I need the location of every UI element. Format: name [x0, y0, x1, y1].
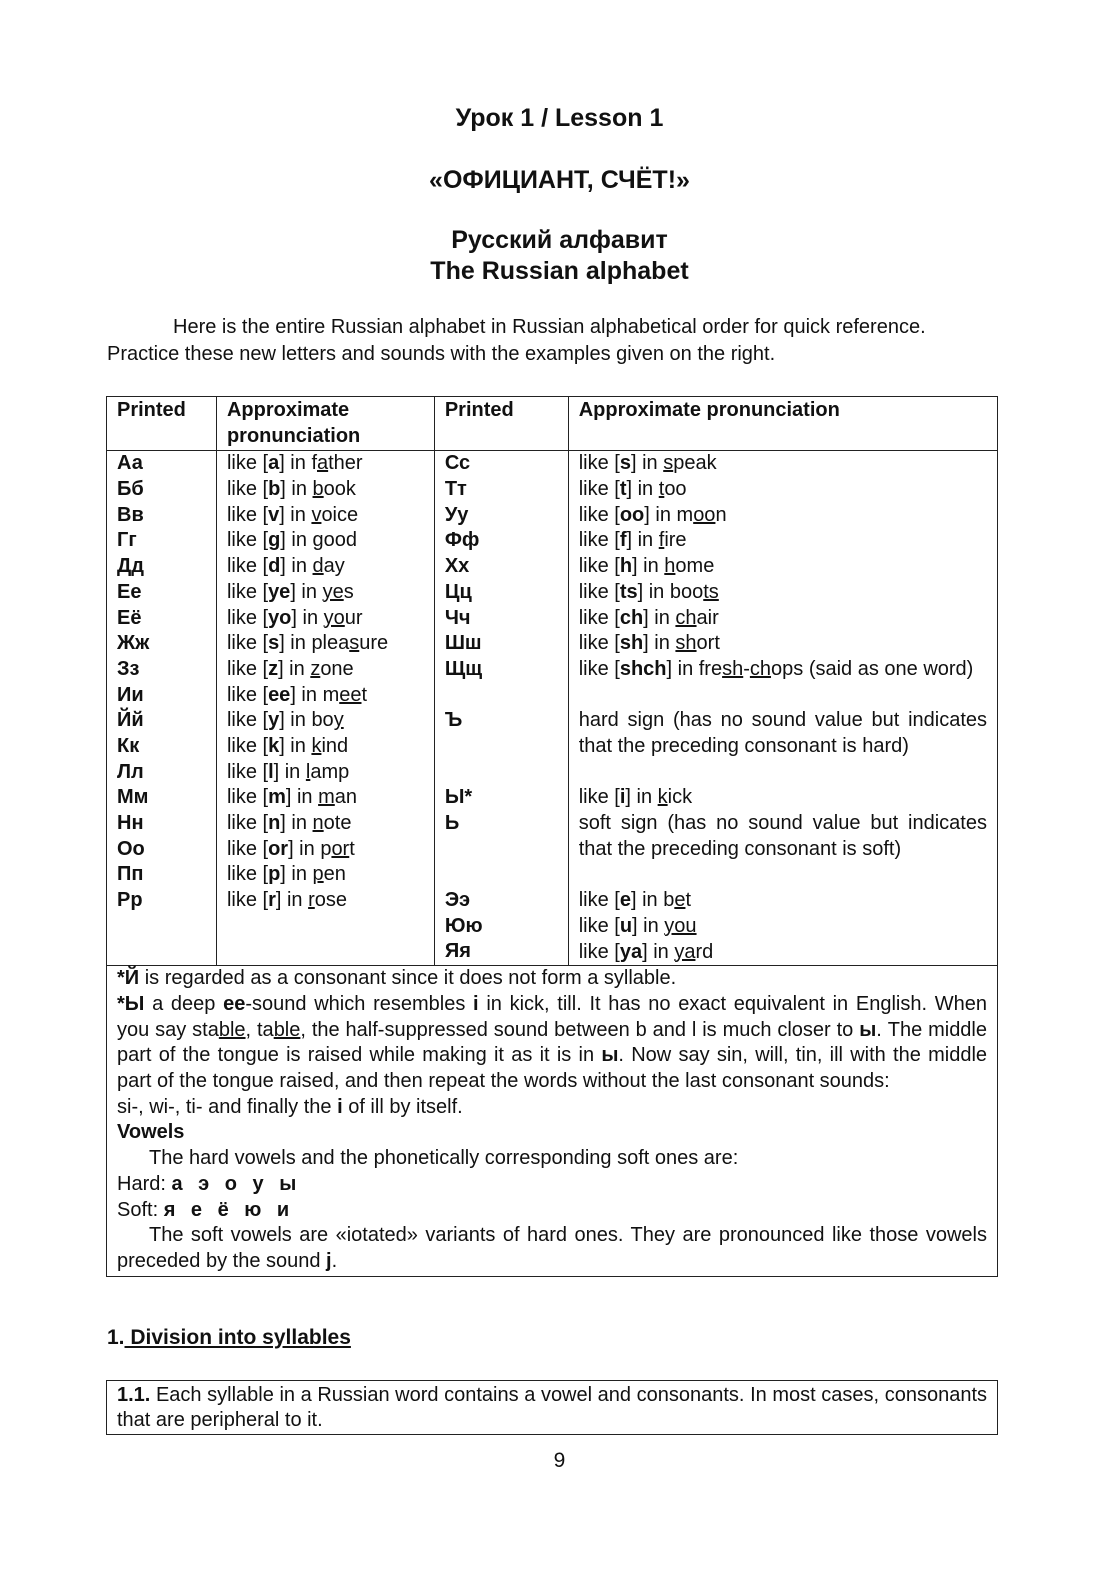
blank-line [227, 939, 424, 965]
pron-mid: ] in [273, 760, 306, 783]
pron-prefix: like [ [226, 760, 269, 783]
note-yery [117, 992, 987, 1095]
pron-prefix: like [ [578, 889, 620, 912]
soft-label: Soft: [117, 1198, 164, 1221]
hard-label: Hard: [117, 1172, 172, 1195]
pronunciation-left-7 [227, 631, 424, 657]
pron-sound: sh [619, 632, 644, 655]
pronunciation-left-3 [227, 528, 424, 554]
pron-sound: ee [268, 683, 291, 706]
example-underlined: ya [674, 940, 696, 963]
pron-mid: ] in fre [666, 657, 723, 680]
pron-mid: ] in [280, 529, 313, 552]
pronunciation-right-6 [579, 606, 987, 632]
letter-left-3: Гг [117, 529, 137, 552]
pron-prefix: like [ [226, 555, 269, 578]
pronunciation-left-15 [227, 837, 424, 863]
soft-vowels: я е ё ю и [163, 1198, 291, 1221]
pron-prefix: like [ [578, 940, 620, 963]
pronunciation-right-7 [579, 631, 987, 657]
letter-right-12: Ээ [444, 889, 471, 912]
example-end: t [685, 889, 692, 912]
pron-mid: ] in [280, 863, 313, 886]
pron-sound: m [268, 786, 286, 809]
pron-prefix: like [ [226, 452, 269, 475]
pron-mid: ] in [642, 940, 675, 963]
page-number: 9 [553, 1449, 566, 1472]
header-pronunciation-left: Approximate pronunciation [216, 397, 434, 451]
pronunciation-right-12 [579, 888, 987, 914]
letter-right-10: Ы* [444, 786, 473, 809]
note-text: . [331, 1249, 338, 1272]
intro-paragraph [107, 314, 1007, 368]
pron-mid: ] in [637, 580, 670, 603]
pron-mid: ] in [280, 812, 313, 835]
hard-sign-description: hard sign (has no sound value but indicates that the preceding consonant is hard) [578, 709, 987, 757]
pron-prefix: like [ [226, 503, 269, 526]
header-printed-left: Printed [107, 397, 217, 451]
example-end: one [320, 657, 354, 680]
pronunciation-left-1 [227, 477, 424, 503]
example-underlined: sh [722, 657, 744, 680]
pron-sound: g [268, 529, 281, 552]
letter-left-16: Пп [117, 863, 144, 886]
note-text: -sound which resembles [245, 992, 474, 1015]
pron-sound: ts [619, 580, 638, 603]
pron-prefix: like [ [226, 863, 269, 886]
example-end: ure [359, 632, 389, 655]
pron-mid: ] in [630, 889, 664, 912]
note-bold: ee [223, 992, 246, 1015]
example-end: en [323, 863, 346, 886]
pronunciation-right-yery [579, 785, 987, 811]
pron-sound: k [268, 734, 280, 757]
pron-sound: d [268, 555, 281, 578]
left-pronunciation-column [216, 451, 434, 966]
example-start: m [676, 503, 694, 526]
iotated-note [117, 1223, 987, 1274]
note-underline: ble [218, 1018, 246, 1041]
pronunciation-left-16 [227, 862, 424, 888]
example-underlined: k [311, 734, 322, 757]
pronunciation-right-5 [579, 580, 987, 606]
pronunciation-left-17 [227, 888, 424, 914]
note-text: si-, wi-, ti- and finally the [117, 1095, 338, 1118]
pronunciation-right-14 [579, 940, 987, 966]
pron-sound: i [619, 786, 626, 809]
example-underlined: h [664, 555, 676, 578]
pronunciation-left-13 [227, 785, 424, 811]
letter-right-13: Юю [444, 914, 483, 937]
example-end: ind [321, 734, 349, 757]
pron-mid: ] in [630, 452, 664, 475]
pron-mid: ] in [279, 734, 312, 757]
pron-prefix: like [ [226, 580, 269, 603]
pron-mid: ] in [632, 914, 665, 937]
example-end: ook [323, 478, 356, 501]
pron-prefix: like [ [226, 606, 269, 629]
note-text: , ta [245, 1018, 274, 1041]
example-dash: - [743, 657, 750, 680]
pron-sound: ch [619, 606, 644, 629]
letter-right-6: Чч [444, 606, 471, 629]
pron-mid: ] in [626, 529, 659, 552]
pronunciation-left-9 [227, 683, 424, 709]
header-printed-right: Printed [434, 397, 568, 451]
example-end: ur [344, 606, 363, 629]
lesson-title: «ОФИЦИАНТ, СЧЁТ!» [429, 166, 690, 194]
letter-right-5: Цц [444, 580, 472, 603]
pronunciation-left-10 [227, 708, 424, 734]
example-end: ose [314, 889, 348, 912]
pron-sound: yo [268, 606, 292, 629]
letter-right-0: Сс [444, 452, 471, 475]
example-underlined: f [658, 529, 665, 552]
example-start: b [663, 889, 675, 912]
pron-prefix: like [ [578, 503, 620, 526]
pronunciation-left-11 [227, 734, 424, 760]
pronunciation-right-3 [579, 528, 987, 554]
example-underlined: ch [675, 606, 697, 629]
pron-mid: ] in [644, 503, 677, 526]
letter-left-10: Йй [117, 709, 144, 732]
example-underlined: n [312, 812, 324, 835]
pronunciation-left-8 [227, 657, 424, 683]
note-short-i-text: is regarded as a consonant since it does not form a syllable. [139, 967, 677, 990]
letter-left-6: Её [117, 606, 142, 629]
hard-vowels-line [117, 1172, 987, 1198]
note-bold: ы [601, 1044, 619, 1067]
note-bold: i [473, 992, 479, 1015]
letter-right-4: Хх [444, 555, 470, 578]
pron-sound: y [268, 709, 280, 732]
example-end: t [349, 837, 355, 860]
example-end: ops (said as one word) [771, 657, 974, 680]
alphabet-table [106, 396, 998, 1277]
pron-mid: ] in [643, 632, 676, 655]
pronunciation-left-6 [227, 606, 424, 632]
blank-line [445, 760, 558, 786]
pron-prefix: like [ [226, 786, 269, 809]
example-underlined: r [308, 889, 315, 912]
example-underlined: g [312, 529, 324, 552]
pron-mid: ] in [279, 709, 312, 732]
example-underlined: yo [323, 606, 345, 629]
pronunciation-right-2 [579, 503, 987, 529]
example-underlined: s [349, 632, 360, 655]
pron-prefix: like [ [226, 478, 269, 501]
vowels-intro: The hard vowels and the phonetically corresponding soft ones are: [149, 1147, 739, 1170]
example-underlined: k [657, 786, 668, 809]
pron-mid: ] in [285, 786, 319, 809]
example-underlined: v [311, 503, 322, 526]
letter-left-2: Вв [117, 503, 144, 526]
letter-right-2: Уу [444, 503, 469, 526]
pron-mid: ] in [626, 478, 659, 501]
pron-prefix: like [ [578, 606, 620, 629]
example-end: ay [323, 555, 345, 578]
pron-prefix: like [ [578, 452, 620, 475]
note-text: . The middle part of the tongue is raised while making it as it is in [117, 1018, 988, 1067]
pronunciation-right-0 [579, 451, 987, 477]
pron-sound: p [268, 863, 281, 886]
pron-mid: ] in [291, 606, 324, 629]
example-end: ick [667, 786, 693, 809]
note-short-i [117, 966, 987, 992]
pron-mid: ] in [279, 452, 312, 475]
example-end: amp [310, 760, 350, 783]
note-bold: ы [859, 1018, 877, 1041]
soft-sign-description: soft sign (has no sound value but indicates that the preceding consonant is soft) [578, 812, 987, 860]
pron-prefix: like [ [226, 889, 269, 912]
table-body-row [107, 451, 998, 966]
pron-sound: s [619, 452, 631, 475]
pron-sound: r [268, 889, 276, 912]
notes-cell [107, 966, 998, 1276]
pron-sound: h [619, 555, 633, 578]
example-underlined: e [674, 889, 686, 912]
pron-prefix: like [ [578, 529, 620, 552]
pronunciation-left-0 [227, 451, 424, 477]
rule-number: 1.1. [117, 1384, 151, 1406]
letter-left-1: Бб [117, 478, 144, 501]
letter-left-4: Дд [117, 555, 144, 578]
pronunciation-right-shch [579, 657, 987, 708]
rule-body: Each syllable in a Russian word contains a vowel and consonants. In most cases, consonants that are peripheral to it. [117, 1384, 987, 1431]
pron-prefix: like [ [226, 812, 269, 835]
pron-prefix: like [ [578, 786, 620, 809]
example-underlined: ts [703, 580, 719, 603]
rule-box [106, 1380, 998, 1435]
pron-sound: t [619, 478, 627, 501]
letter-left-12: Лл [117, 760, 144, 783]
letter-left-17: Рр [117, 889, 143, 912]
pron-sound: u [619, 914, 633, 937]
pronunciation-left-14 [227, 811, 424, 837]
note-short-i-letter: *Й [117, 967, 140, 990]
example-end: oice [321, 503, 359, 526]
pron-sound: z [268, 657, 279, 680]
blank-line [227, 914, 424, 940]
example-end: ire [664, 529, 687, 552]
pronunciation-right-1 [579, 477, 987, 503]
note-text: in kick, till. It has no exact equivalent in English. When you say sta [117, 992, 987, 1041]
pron-prefix: like [ [226, 734, 269, 757]
pron-sound: v [268, 503, 280, 526]
header-pronunciation-right: Approximate pronunciation [568, 397, 997, 451]
pron-mid: ] in [288, 837, 321, 860]
letter-right-8: Щщ [444, 657, 483, 680]
pronunciation-left-5 [227, 580, 424, 606]
letter-right-7: Шш [444, 632, 482, 655]
blank-line [117, 939, 206, 965]
pron-sound: or [268, 837, 289, 860]
example-start: m [322, 683, 340, 706]
example-underlined: sh [675, 632, 697, 655]
example-start: p [320, 837, 332, 860]
pron-mid: ] in [278, 657, 311, 680]
letter-left-7: Жж [117, 632, 150, 655]
pron-sound: ya [619, 940, 643, 963]
example-end: t [361, 683, 368, 706]
pron-sound: oo [619, 503, 645, 526]
rule-text [117, 1383, 987, 1433]
pronunciation-right-13 [579, 914, 987, 940]
note-text: , the half-suppressed sound between b and l is much closer to [300, 1018, 860, 1041]
pron-sound: e [619, 889, 631, 912]
example-underlined: or [331, 837, 350, 860]
intro-line-1: Here is the entire Russian alphabet in Russian alphabetical order for quick reference. [173, 316, 926, 338]
pron-sound: s [268, 632, 280, 655]
pron-sound: f [619, 529, 627, 552]
pron-mid: ] in [279, 632, 312, 655]
left-letters-column [107, 451, 217, 966]
pron-prefix: like [ [226, 709, 269, 732]
pron-prefix: like [ [578, 914, 620, 937]
note-yery-letter: *Ы [117, 992, 145, 1015]
pron-prefix: like [ [578, 555, 620, 578]
blank-line [117, 914, 206, 940]
pron-prefix: like [ [578, 632, 620, 655]
pron-sound: n [268, 812, 281, 835]
pron-mid: ] in [632, 555, 665, 578]
letter-left-5: Ее [117, 580, 142, 603]
pron-prefix: like [ [578, 478, 620, 501]
pron-mid: ] in [643, 606, 676, 629]
letter-right-3: Фф [444, 529, 480, 552]
example-end: air [696, 606, 719, 629]
letter-right-11: Ь [444, 812, 460, 835]
pronunciation-right-4 [579, 554, 987, 580]
letter-left-8: Зз [117, 657, 140, 680]
blank-line [445, 837, 558, 863]
letter-left-14: Нн [117, 812, 144, 835]
example-underlined: a [317, 452, 329, 475]
example-start: f [311, 452, 317, 475]
pron-mid: ] in [275, 889, 309, 912]
note-underline: ble [273, 1018, 301, 1041]
example-underlined: y [333, 709, 344, 732]
pron-mid: ] in [280, 478, 313, 501]
letter-right-1: Тт [444, 478, 467, 501]
section-heading [107, 1326, 351, 1350]
example-start: plea [311, 632, 350, 655]
note-syllables [117, 1095, 987, 1121]
pron-prefix: like [ [226, 657, 269, 680]
pronunciation-left-4 [227, 554, 424, 580]
pronunciation-left-2 [227, 503, 424, 529]
letter-left-11: Кк [117, 734, 140, 757]
pron-prefix: like [ [578, 657, 620, 680]
note-text: The soft vowels are «iotated» variants of hard ones. They are pronounced like those vowels preceded by the sound [117, 1224, 987, 1272]
example-end: ote [323, 812, 352, 835]
note-text: . Now say sin, will, tin, ill with the middle part of the tongue raised, and then repeat the words without the last consonant sounds: [117, 1044, 988, 1093]
letter-left-0: Аа [117, 452, 143, 475]
right-pronunciation-column [568, 451, 997, 966]
example-end: ort [696, 632, 720, 655]
pron-prefix: like [ [578, 580, 620, 603]
pron-mid: ] in [625, 786, 658, 809]
hard-vowels: а э о у ы [171, 1172, 298, 1195]
example-end: s [343, 580, 354, 603]
example-start: boo [669, 580, 704, 603]
note-text: a deep [144, 992, 224, 1015]
intro-line-2: Practice these new letters and sounds with the examples given on the right. [107, 343, 776, 365]
note-bold: i [337, 1095, 343, 1118]
example-underlined: l [305, 760, 311, 783]
example-underlined: you [664, 914, 697, 937]
pron-mid: ] in [290, 580, 323, 603]
example-end: oo [664, 478, 687, 501]
pronunciation-left-12 [227, 760, 424, 786]
example-underlined: z [310, 657, 321, 680]
example-underlined: ch [749, 657, 772, 680]
example-end: n [715, 503, 727, 526]
pron-prefix: like [ [226, 683, 269, 706]
note-bold: j [326, 1249, 332, 1272]
letter-left-13: Мм [117, 786, 149, 809]
pron-sound: l [268, 760, 274, 783]
table-notes-row [107, 966, 998, 1276]
pron-sound: shch [619, 657, 667, 680]
pron-mid: ] in [279, 503, 312, 526]
section-number: 1. [107, 1326, 125, 1349]
example-end: an [334, 786, 358, 809]
blank-line [445, 862, 558, 888]
pron-sound: ye [268, 580, 291, 603]
example-underlined: ye [322, 580, 344, 603]
example-underlined: ee [339, 683, 362, 706]
pron-mid: ] in [280, 555, 313, 578]
example-end: ood [323, 529, 358, 552]
example-underlined: oo [693, 503, 716, 526]
right-letters-column [434, 451, 568, 966]
letter-right-9: Ъ [444, 709, 463, 732]
lesson-heading: Урок 1 / Lesson 1 [455, 104, 664, 132]
subtitle-russian: Русский алфавит [451, 226, 668, 254]
section-label: Division into syllables [124, 1326, 351, 1349]
example-underlined: m [318, 786, 335, 809]
example-start: bo [311, 709, 334, 732]
blank-line [445, 734, 558, 760]
blank-line [445, 683, 558, 709]
example-underlined: t [658, 478, 665, 501]
soft-vowels-line [117, 1198, 987, 1224]
letter-left-15: Оо [117, 837, 145, 860]
pron-sound: a [268, 452, 280, 475]
example-underlined: d [312, 555, 324, 578]
letter-right-14: Яя [444, 940, 471, 963]
example-underlined: b [312, 478, 324, 501]
example-end: rd [695, 940, 714, 963]
example-end: ome [675, 555, 715, 578]
example-end: peak [673, 452, 717, 475]
pron-mid: ] in [290, 683, 323, 706]
pron-prefix: like [ [226, 632, 269, 655]
letter-left-9: Ии [117, 683, 144, 706]
note-text: of ill by itself. [342, 1095, 463, 1118]
example-underlined: p [312, 863, 324, 886]
pron-sound: b [268, 478, 281, 501]
vowels-title: Vowels [117, 1121, 185, 1144]
pron-prefix: like [ [226, 529, 269, 552]
table-header-row [107, 397, 998, 451]
example-end: ther [328, 452, 363, 475]
example-underlined: s [663, 452, 674, 475]
pron-prefix: like [ [226, 837, 269, 860]
subtitle-english: The Russian alphabet [430, 257, 689, 285]
